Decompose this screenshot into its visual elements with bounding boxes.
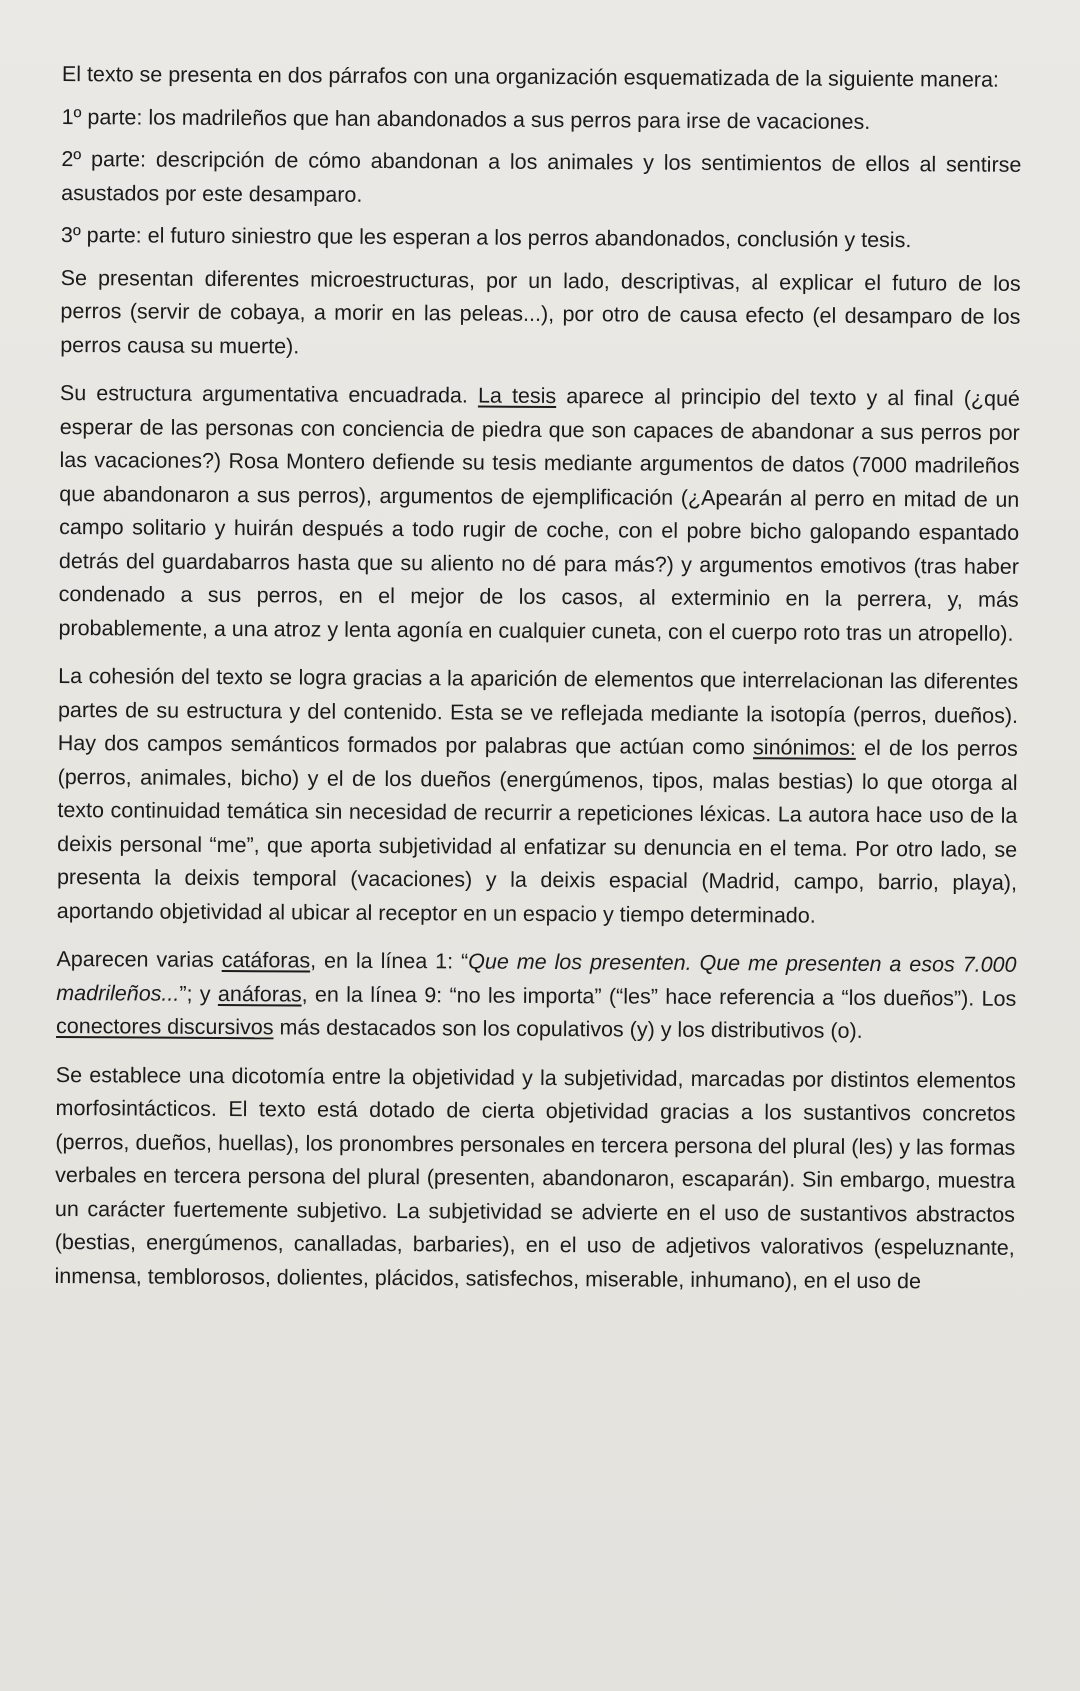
underlined-tesis: La tesis [477,383,557,409]
microstructures-paragraph: Se presentan diferentes microestructuras, por un lado, descriptivas, al explicar el futuro de los perros (servir de cobaya, a morir en las peleas...), por otro de causa efecto (el desamparo de los perros causa su muerte). [60,265,1021,358]
references-text-a: Aparecen varias [56,946,222,972]
italic-quote: Que me los presenten. Que me presenten a esos 7.000 madrileños... [56,949,1017,1006]
argument-text-a: Su estructura argumentativa encuadrada. [59,380,479,408]
underlined-anaforas: anáforas [217,981,302,1006]
argument-paragraph [58,377,1020,651]
argument-text-b: aparece al principio del texto y al final (¿qué esperar de las personas con conciencia de piedra que son capaces de abandonar a sus perros por las vacaciones?) Rosa Montero defiende su tesis mediante argumentos de datos (7000 madrileños que abandonaron a sus perros), argumentos de ejemplificación (¿Apearán al perro en mitad de un campo solitario y huirán después a todo rugir de coche, con el pobre bicho galopando espantado detrás del guardabarros hasta que su aliento no dé para más?) y argumentos emotivos (tras haber condenado a sus perros, en el mejor de los casos, al exterminio en la perrera, y, más probablemente, a una atroz y lenta agonía en cualquier cuneta, con el cuerpo roto tras un atropello). [58,384,1020,646]
references-paragraph [56,943,1017,1049]
part-2: 2º parte: descripción de cómo abandonan a los animales y los sentimientos de ellos al sentirse asustados por este desamparo. [61,146,1022,207]
part-1: 1º parte: los madrileños que han abandonados a sus perros para irse de vacaciones. [61,104,871,134]
references-text-d: , en la línea 9: “no les importa” (“les” hace referencia a “los dueños”). Los [301,981,1017,1011]
document-body [54,58,1022,1314]
dichotomy-paragraph: Se establece una dicotomía entre la objetividad y la subjetividad, marcadas por distintos elementos morfosintácticos. El texto está dotado de cierta objetividad gracias a los sustantivos concretos (perros, dueños, huellas), los pronombres personales en tercera persona del plural (les) y las formas verbales en tercera persona del plural (presenten, abandonaron, escaparán). Sin embargo, muestra un carácter fuertemente subjetivo. La subjetividad se advierte en el uso de sustantivos abstractos (bestias, energúmenos, canalladas, barbaries), en el uso de adjetivos valorativos (espeluznante, inmensa, temblorosos, dolientes, plácidos, satisfechos, miserable, inhumano), en el uso de [54,1062,1016,1293]
references-text-c: ”; y [179,981,219,1006]
references-text-e: más destacados son los copulativos (y) y los distributivos (o). [273,1015,863,1043]
underlined-sinonimos: sinónimos: [753,735,856,760]
cohesion-text-b: el de los perros (perros, animales, bicho) y el de los dueños (energúmenos, tipos, malas bestias) lo que otorga al texto continuidad temática sin necesidad de recurrir a repeticiones léxicas. La autora hace uso de la deixis personal “me”, que aporta subjetividad al enfatizar su denuncia en el tema. Por otro lado, se presenta la deixis temporal (vacaciones) y la deixis espacial (Madrid, campo, barrio, playa), aportando objetividad al ubicar al receptor en un espacio y tiempo determinado. [56,735,1018,928]
underlined-cataforas: catáforas [221,947,311,973]
cohesion-text-a: La cohesión del texto se logra gracias a la aparición de elementos que interrelacionan las diferentes partes de su estructura y del contenido. Esta se ve reflejada mediante la isotopía (perros, dueños). Hay dos campos semánticos formados por palabras que actúan como [57,663,1019,760]
underlined-conectores: conectores discursivos [56,1013,274,1040]
references-text-b: , en la línea 1: “ [310,948,469,974]
part-3: 3º parte: el futuro siniestro que les esperan a los perros abandonados, conclusión y tesis. [60,222,912,253]
intro-paragraph: El texto se presenta en dos párrafos con una organización esquematizada de la siguiente manera: [61,61,1000,92]
cohesion-paragraph [57,660,1019,934]
